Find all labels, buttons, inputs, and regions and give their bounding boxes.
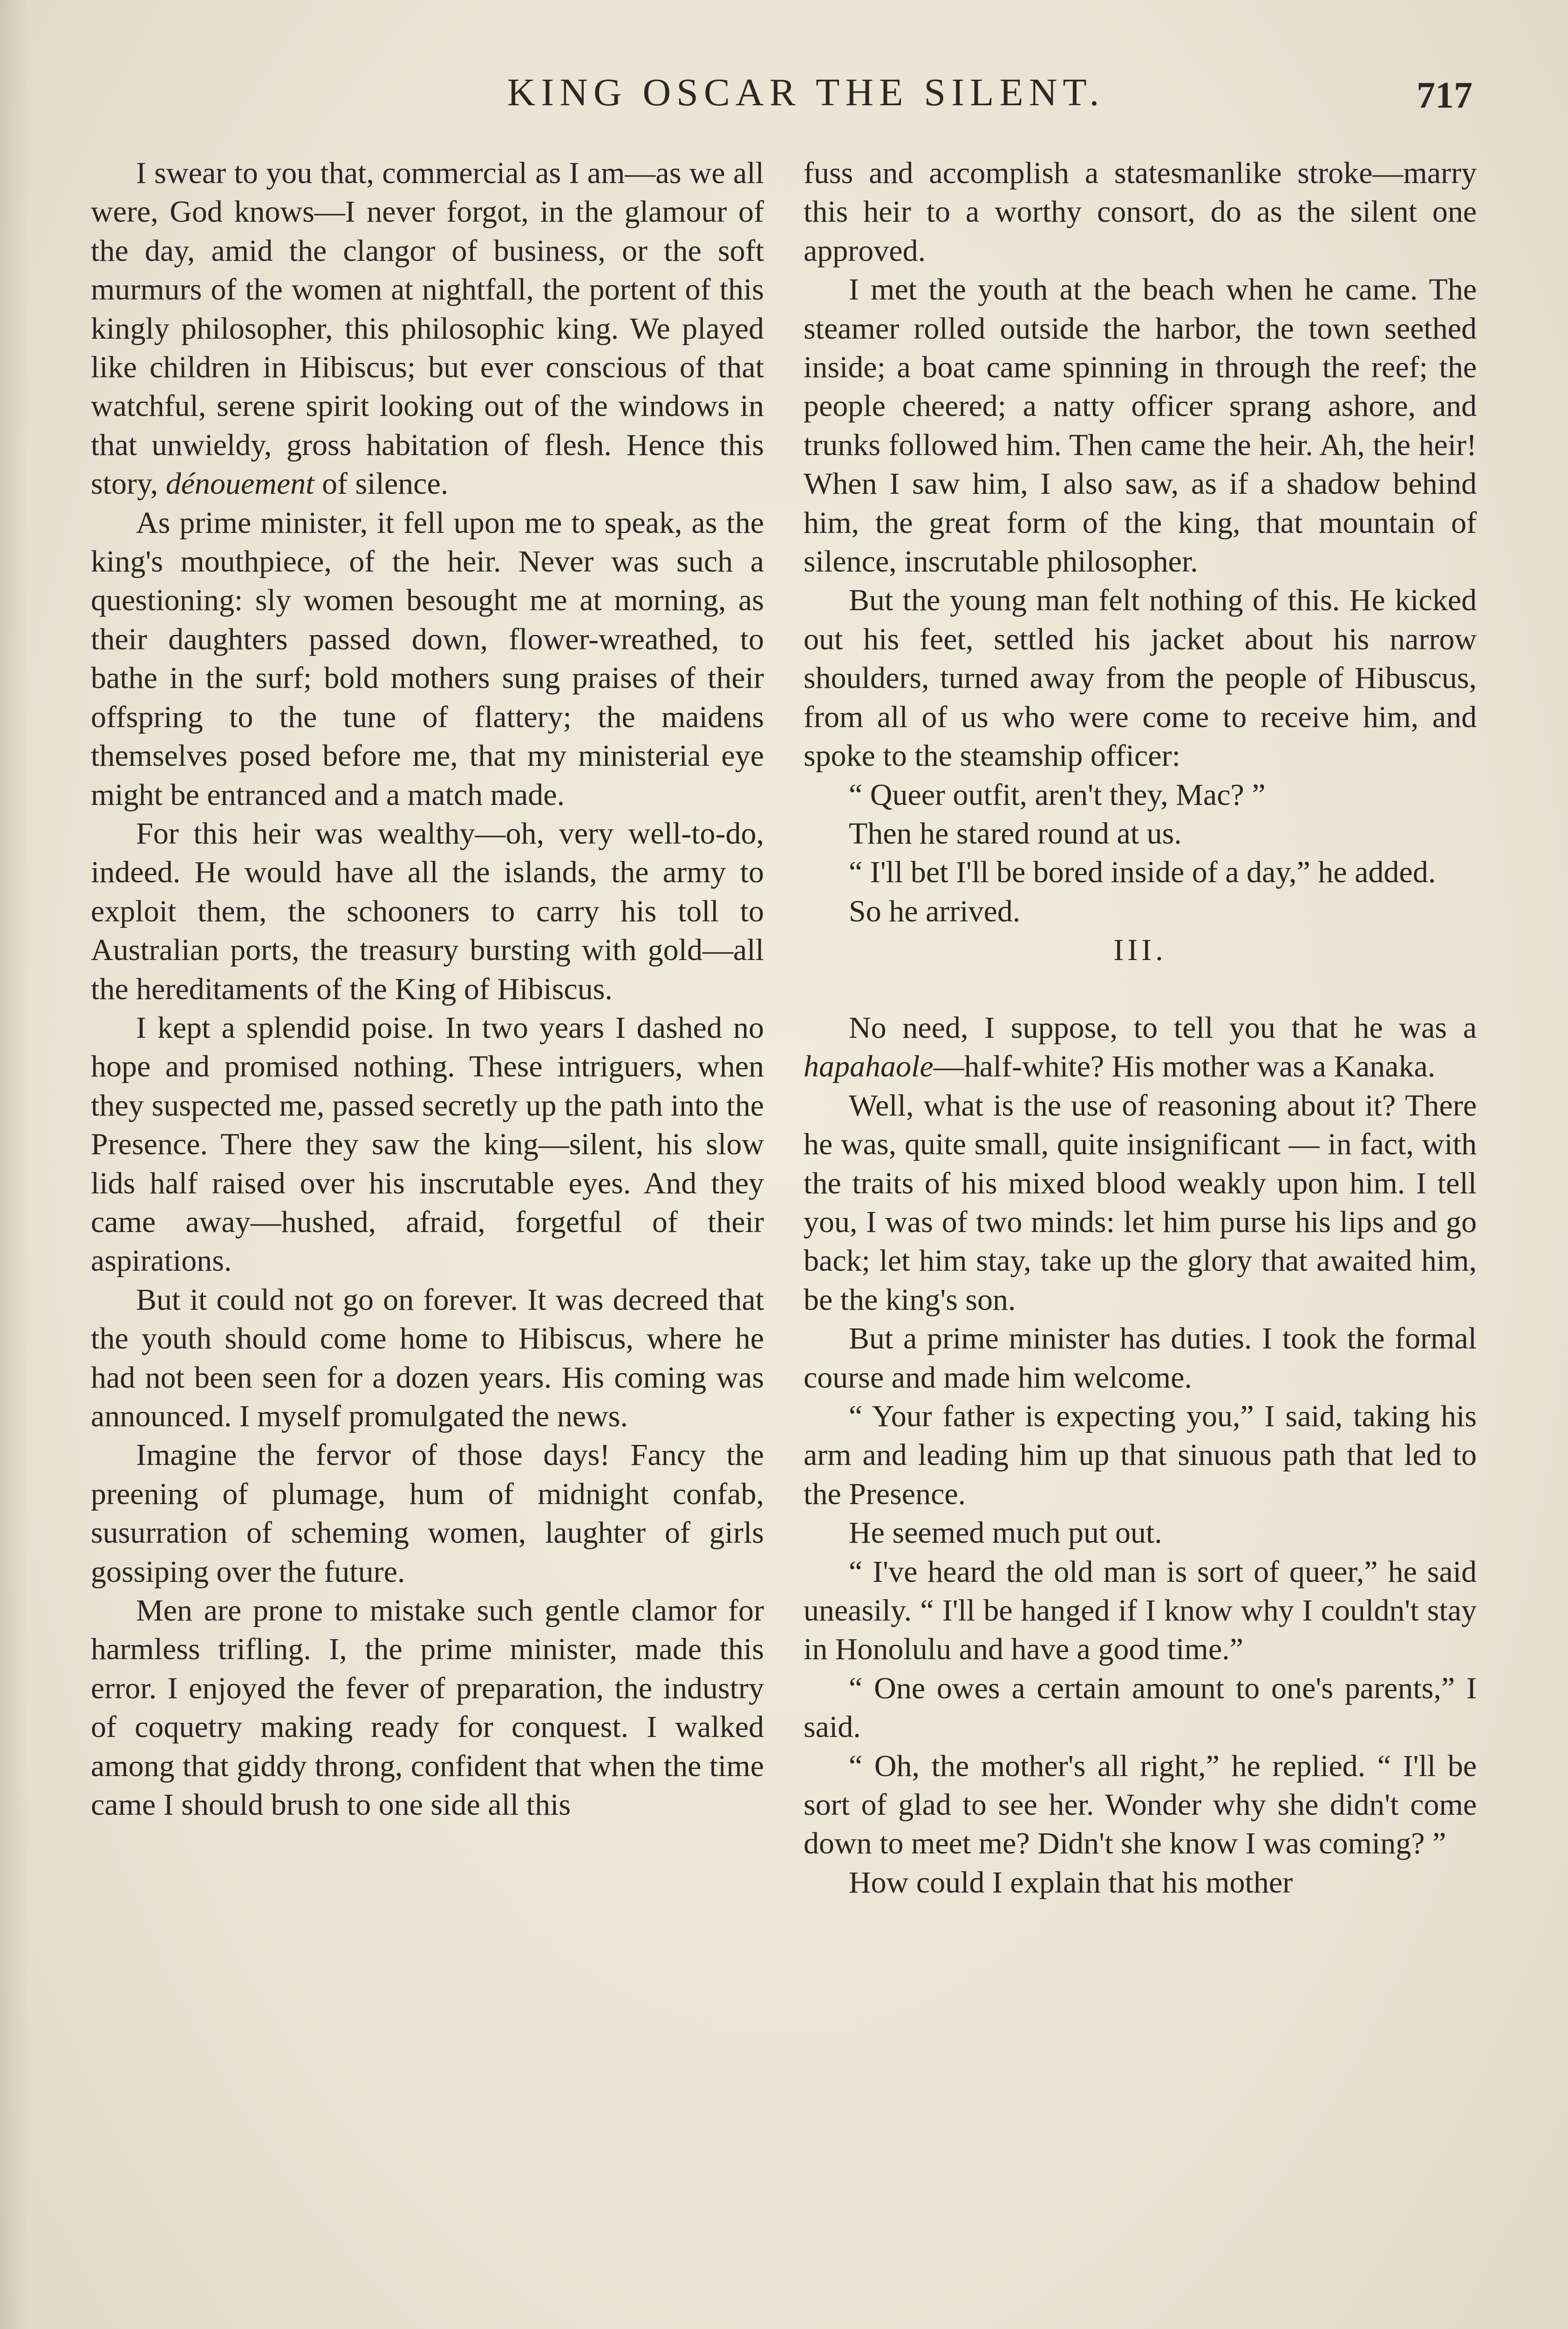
page-edge-shadow [0, 0, 28, 2329]
paragraph [804, 270, 1477, 581]
paragraph [804, 1319, 1477, 1397]
text-run: “ I'll bet I'll be bored inside of a day,” he added. [849, 855, 1436, 890]
text-run: —half-white? His mother was a Kanaka. [933, 1049, 1436, 1084]
paragraph [804, 1747, 1477, 1863]
text-run: He seemed much put out. [849, 1516, 1162, 1550]
paragraph [804, 1669, 1477, 1747]
text-run: As prime minister, it fell upon me to speak, as the king's mouthpiece, of the heir. Never was such a questioning: sly women besought me at morning, as their daughters passed down, flower-wreathed, to bathe in the surf; bold mothers sung praises of their offspring to the tune of flattery; the maidens themselves posed before me, that my ministerial eye might be entranced and a match made. [91, 505, 764, 812]
text-run: “ One owes a certain amount to one's parents,” I said. [804, 1671, 1477, 1744]
text-run: fuss and accomplish a statesmanlike stroke—marry this heir to a worthy consort, do as the silent one approved. [804, 156, 1477, 268]
text-run: For this heir was wealthy—oh, very well-to-do, indeed. He would have all the islands, the army to exploit them, the schooners to carry his toll to Australian ports, the treasury bursting with gold—all the hereditaments of the King of Hibiscus. [91, 816, 764, 1006]
paragraph [804, 154, 1477, 270]
running-title: KING OSCAR THE SILENT. [507, 71, 1105, 114]
text-run: But it could not go on forever. It was decreed that the youth should come home to Hibiscus, where he had not been seen for a dozen years. His coming was announced. I myself promulgated the news. [91, 1282, 764, 1433]
text-run: I met the youth at the beach when he came. The steamer rolled outside the harbor, the town seethed inside; a boat came spinning in through the reef; the people cheered; a natty officer sprang ashore, and trunks followed him. Then came the heir. Ah, the heir! When I saw him, I also saw, as if a shadow behind him, the great form of the king, that mountain of silence, inscrutable philosopher. [804, 272, 1477, 579]
text-run: “ Oh, the mother's all right,” he replied. “ I'll be sort of glad to see her. Wonder why she didn't come down to meet me? Didn't she know I was coming? ” [804, 1749, 1477, 1861]
paragraph [804, 1397, 1477, 1513]
text-run: So he arrived. [849, 894, 1021, 928]
text-run: Then he stared round at us. [849, 816, 1182, 851]
text-run: But a prime minister has duties. I took the formal course and made him welcome. [804, 1321, 1477, 1395]
text-run: I kept a splendid poise. In two years I dashed no hope and promised nothing. These intriguers, when they suspected me, passed secretly up the path into the Presence. There they saw the king—silent, his slow lids half raised over his inscrutable eyes. And they came away—hushed, afraid, forgetful of their aspirations. [91, 1010, 764, 1278]
paragraph [804, 1086, 1477, 1319]
paragraph [91, 504, 764, 814]
section-heading: III. [1113, 933, 1167, 967]
paragraph [804, 776, 1477, 814]
paragraph [804, 853, 1477, 892]
text-run: Well, what is the use of reasoning about it? There he was, quite small, quite insignificant — in fact, with the traits of his mixed blood weakly upon him. I tell you, I was of two minds: let him purse his lips and go back; let him stay, take up the glory that awaited him, be the king's son. [804, 1088, 1477, 1317]
paragraph [804, 892, 1477, 931]
paragraph [91, 1008, 764, 1280]
text-run: No need, I suppose, to tell you that he was a [849, 1010, 1477, 1045]
page-number: 717 [1417, 75, 1473, 116]
text-run: of silence. [314, 467, 449, 501]
paragraph [91, 1591, 764, 1824]
paragraph [804, 581, 1477, 775]
text-run: I swear to you that, commercial as I am—as we all were, God knows—I never forgot, in the glamour of the day, amid the clangor of business, or the soft murmurs of the women at nightfall, the portent of this kingly philosopher, this philosophic king. We played like children in Hibiscus; but ever conscious of that watchful, serene spirit looking out of the windows in that unwieldy, gross habitation of flesh. Hence this story, [91, 156, 764, 501]
text-run: Men are prone to mistake such gentle clamor for harmless trifling. I, the prime minister, made this error. I enjoyed the fever of preparation, the industry of coquetry making ready for conquest. I walked among that giddy throng, confident that when the time came I should brush to one side all this [91, 1594, 764, 1822]
paragraph [91, 1280, 764, 1436]
paragraph [804, 1553, 1477, 1669]
paragraph [804, 1863, 1477, 1902]
text-run: “ Queer outfit, aren't they, Mac? ” [849, 777, 1266, 812]
paragraph [91, 154, 764, 504]
text-run: “ Your father is expecting you,” I said, taking his arm and leading him up that sinuous path that led to the Presence. [804, 1399, 1477, 1511]
paragraph [804, 814, 1477, 853]
left-text-column [91, 154, 764, 1824]
text-run: How could I explain that his mother [849, 1865, 1293, 1900]
paragraph [91, 814, 764, 1008]
text-run: “ I've heard the old man is sort of queer,” he said uneasily. “ I'll be hanged if I know why I couldn't stay in Honolulu and have a good time.” [804, 1554, 1477, 1667]
italic-text: hapahaole [804, 1049, 934, 1084]
right-text-column [804, 154, 1477, 1902]
text-run: Imagine the fervor of those days! Fancy the preening of plumage, hum of midnight confab, susurration of scheming women, laughter of girls gossiping over the future. [91, 1438, 764, 1589]
paragraph [804, 1513, 1477, 1552]
paragraph [804, 1008, 1477, 1086]
italic-text: dénouement [165, 467, 314, 501]
text-run: But the young man felt nothing of this. He kicked out his feet, settled his jacket about his narrow shoulders, turned away from the people of Hibuscus, from all of us who were come to receive him, and spoke to the steamship officer: [804, 583, 1477, 773]
paragraph [91, 1436, 764, 1591]
